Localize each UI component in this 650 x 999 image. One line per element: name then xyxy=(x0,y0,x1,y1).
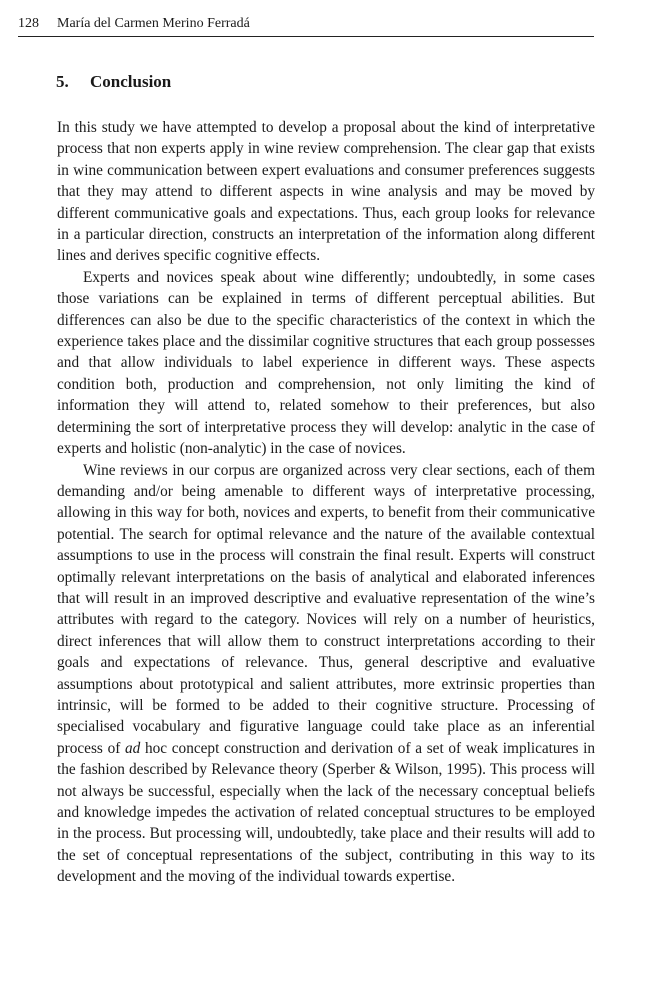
paragraph-2: Experts and novices speak about wine differently; undoubtedly, in some cases those variations can be explained in terms of different perceptual abilities. But differences can also be due to the specific characteristics of the context in which the experience takes place and the dissimilar cognitive structures that each group possesses and that allow individuals to label experience in different ways. These aspects condition both, production and comprehension, not only limiting the kind of information they will attend to, related somehow to their preferences, but also determining the sort of interpretative process they will develop: analytic in the case of experts and holistic (non-analytic) in the case of novices. xyxy=(57,268,595,458)
italic-term: ad xyxy=(125,739,141,757)
running-head-author: María del Carmen Merino Ferradá xyxy=(57,16,250,31)
body-text xyxy=(57,117,595,888)
section-number: 5. xyxy=(56,72,69,91)
section-title: Conclusion xyxy=(90,72,172,91)
page-number: 128 xyxy=(18,16,39,31)
paragraph-3-part-2: hoc concept construction and derivation of a set of weak implicatures in the fashion described by Relevance theory (Sperber & Wilson, 1995). This process will not always be successful, especially when the lack of the necessary conceptual beliefs and knowledge impedes the activation of related conceptual structures to be employed in the process. But processing will, undoubtedly, take place and their results will add to the set of conceptual representations of the subject, contributing in this way to its development and the moving of the individual towards expertise. xyxy=(57,739,595,886)
running-head xyxy=(18,14,594,37)
paragraph-3 xyxy=(57,460,595,888)
paragraph-3-part-1: Wine reviews in our corpus are organized across very clear sections, each of them demanding and/or being amenable to different ways of interpretative processing, allowing in this way for both, novices and experts, to benefit from their communicative potential. The search for optimal relevance and the nature of the available contextual assumptions to use in the process will constrain the final result. Experts will construct optimally relevant interpretations on the basis of analytical and elaborated inferences that will result in an improved descriptive and evaluative representation of the wine’s attributes with regard to the category. Novices will rely on a number of heuristics, direct inferences that will allow them to construct interpretations according to their goals and expectations of relevance. Thus, general descriptive and evaluative assumptions about prototypical and salient attributes, more extrinsic properties than intrinsic, will be formed to be added to their cognitive structure. Processing of specialised vocabulary and figurative language could take place as an inferential process of xyxy=(57,461,595,757)
section-heading xyxy=(56,72,171,92)
paragraph-1: In this study we have attempted to develop a proposal about the kind of interpretative process that non experts apply in wine review comprehension. The clear gap that exists in wine communication between expert evaluations and consumer preferences suggests that they may attend to different aspects in wine analysis and may be moved by different communicative goals and expectations. Thus, each group looks for relevance in a particular direction, constructs an interpretation of the information along different lines and derives specific cognitive effects. xyxy=(57,119,595,265)
